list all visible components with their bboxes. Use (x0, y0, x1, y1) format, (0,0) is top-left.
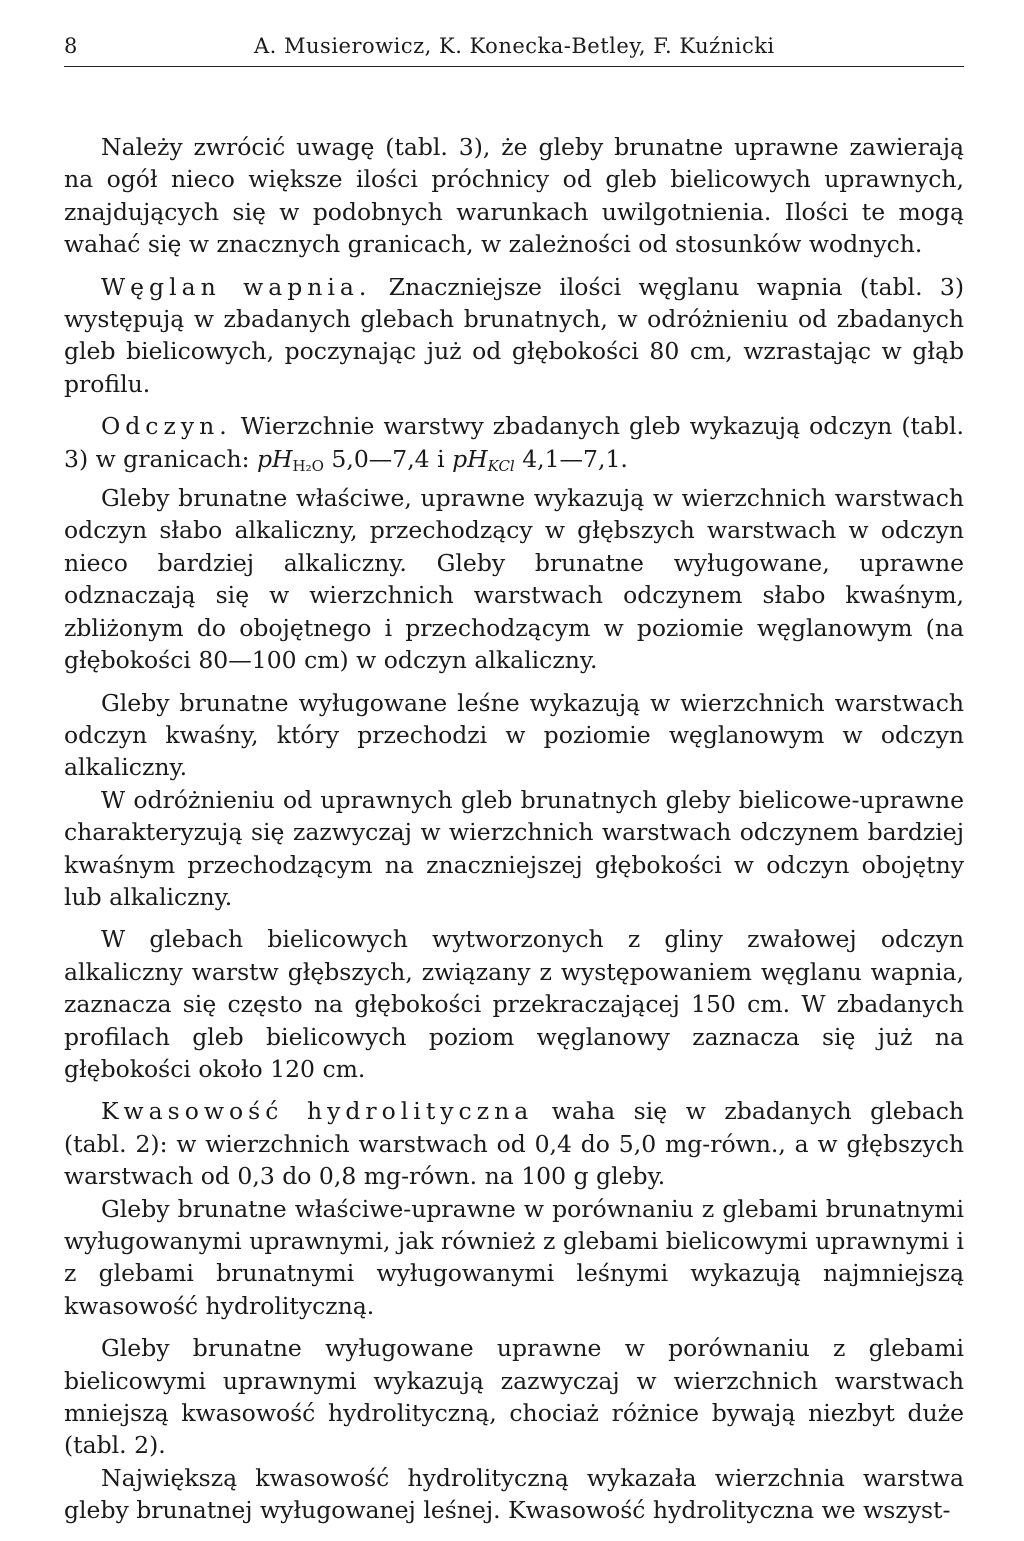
running-header-authors: A. Musierowicz, K. Konecka-Betley, F. Kuźnicki (254, 34, 775, 58)
paragraph-highest-acidity: Największą kwasowość hydrolityczną wykazała wierzchnia warstwa gleby brunatnej wyługowanej leśnej. Kwasowość hydrolityczna we wszyst- (64, 1463, 964, 1525)
section-heading-hydrolytic-acidity: Kwasowość hydrolityczna (101, 1097, 534, 1126)
section-heading-calcium-carbonate: Węglan wapnia. (101, 272, 372, 301)
ph-symbol-kcl: pH (452, 444, 488, 473)
ph-range-kcl: 4,1—7,1. (514, 444, 628, 473)
paragraph-text: waha się w zbadanych glebach (tabl. 2): w wierzchnich warstwach od 0,4 do 5,0 mg-równ., a w głębszych warstwach od 0,3 do 0,8 mg-równ. na 100 g gleby. (64, 1097, 964, 1191)
ph-symbol-water: pH (256, 444, 293, 473)
paragraph-text: Wierzchnie warstwy zbadanych gleb wykazują odczyn (tabl. 3) w granicach: (64, 412, 964, 473)
ph-range-water: 5,0—7,4 i (323, 444, 453, 473)
section-heading-reaction: Odczyn. (101, 412, 232, 441)
paragraph-leached-soils-acidity: Gleby brunatne wyługowane uprawne w porównaniu z glebami bielicowymi uprawnymi wykazują zazwyczaj w wierzchnich warstwach mniejszą kwasowość hydrolityczną, chociaż różnice bywają niezbyt duże (tabl. 2). (64, 1334, 964, 1460)
ph-subscript-kcl: KCl (487, 456, 515, 475)
running-header (64, 30, 964, 67)
paragraph-humus: Należy zwrócić uwagę (tabl. 3), że gleby brunatne uprawne zawierają na ogół nieco większe ilości próchnicy od gleb bielicowych uprawnych, znajdujących się w podobnych warunkach uwilgotnienia. Ilości te mogą wahać się w znacznych granicach, w zależności od stosunków wodnych. (64, 133, 964, 259)
paragraph-reaction (64, 410, 964, 482)
ph-subscript-water: H₂O (292, 456, 324, 475)
paragraph-podzolic-soils-reaction: W odróżnieniu od uprawnych gleb brunatnych gleby bielicowe-uprawne charakteryzują się zazwyczaj w wierzchnich warstwach odczynem bardziej kwaśnym przechodzącym na znaczniejszej głębokości w odczyn obojętny lub alkaliczny. (64, 785, 964, 911)
paragraph-calcium-carbonate (64, 271, 964, 401)
paragraph-hydrolytic-acidity (64, 1095, 964, 1192)
document-page (64, 30, 964, 1527)
body-text (64, 131, 964, 1527)
paragraph-text: Znaczniejsze ilości węglanu wapnia (tabl. 3) występują w zbadanych glebach brunatnych, w odróżnieniu od zbadanych gleb bielicowych, poczynając już od głębokości 80 cm, wzrastając w głąb profilu. (64, 272, 964, 398)
paragraph-lowest-acidity: Gleby brunatne właściwe-uprawne w porównaniu z glebami brunatnymi wyługowanymi uprawnymi, jak również z glebami bielicowymi uprawnymi i z glebami brunatnymi wyługowanymi leśnymi wykazują najmniejszą kwasowość hydrolityczną. (64, 1194, 964, 1320)
paragraph-brown-soils-reaction: Gleby brunatne właściwe, uprawne wykazują w wierzchnich warstwach odczyn słabo alkaliczny, przechodzący w głębszych warstwach w odczyn nieco bardziej alkaliczny. Gleby brunatne wyługowane, uprawne odznaczają się w wierzchnich warstwach odczynem słabo kwaśnym, zbliżonym do obojętnego i przechodzącym w poziomie węglanowym (na głębokości 80—100 cm) w odczyn alkaliczny. (64, 484, 964, 675)
paragraph-glacial-till: W glebach bielicowych wytworzonych z gliny zwałowej odczyn alkaliczny warstw głębszych, związany z występowaniem węglanu wapnia, zaznacza się często na głębokości przekraczającej 150 cm. W zbadanych profilach gleb bielicowych poziom węglanowy zaznacza się już na głębokości około 120 cm. (64, 925, 964, 1083)
page-number: 8 (64, 34, 78, 58)
paragraph-forest-soils-reaction: Gleby brunatne wyługowane leśne wykazują w wierzchnich warstwach odczyn kwaśny, który przechodzi w poziomie węglanowym w odczyn alkaliczny. (64, 688, 964, 782)
